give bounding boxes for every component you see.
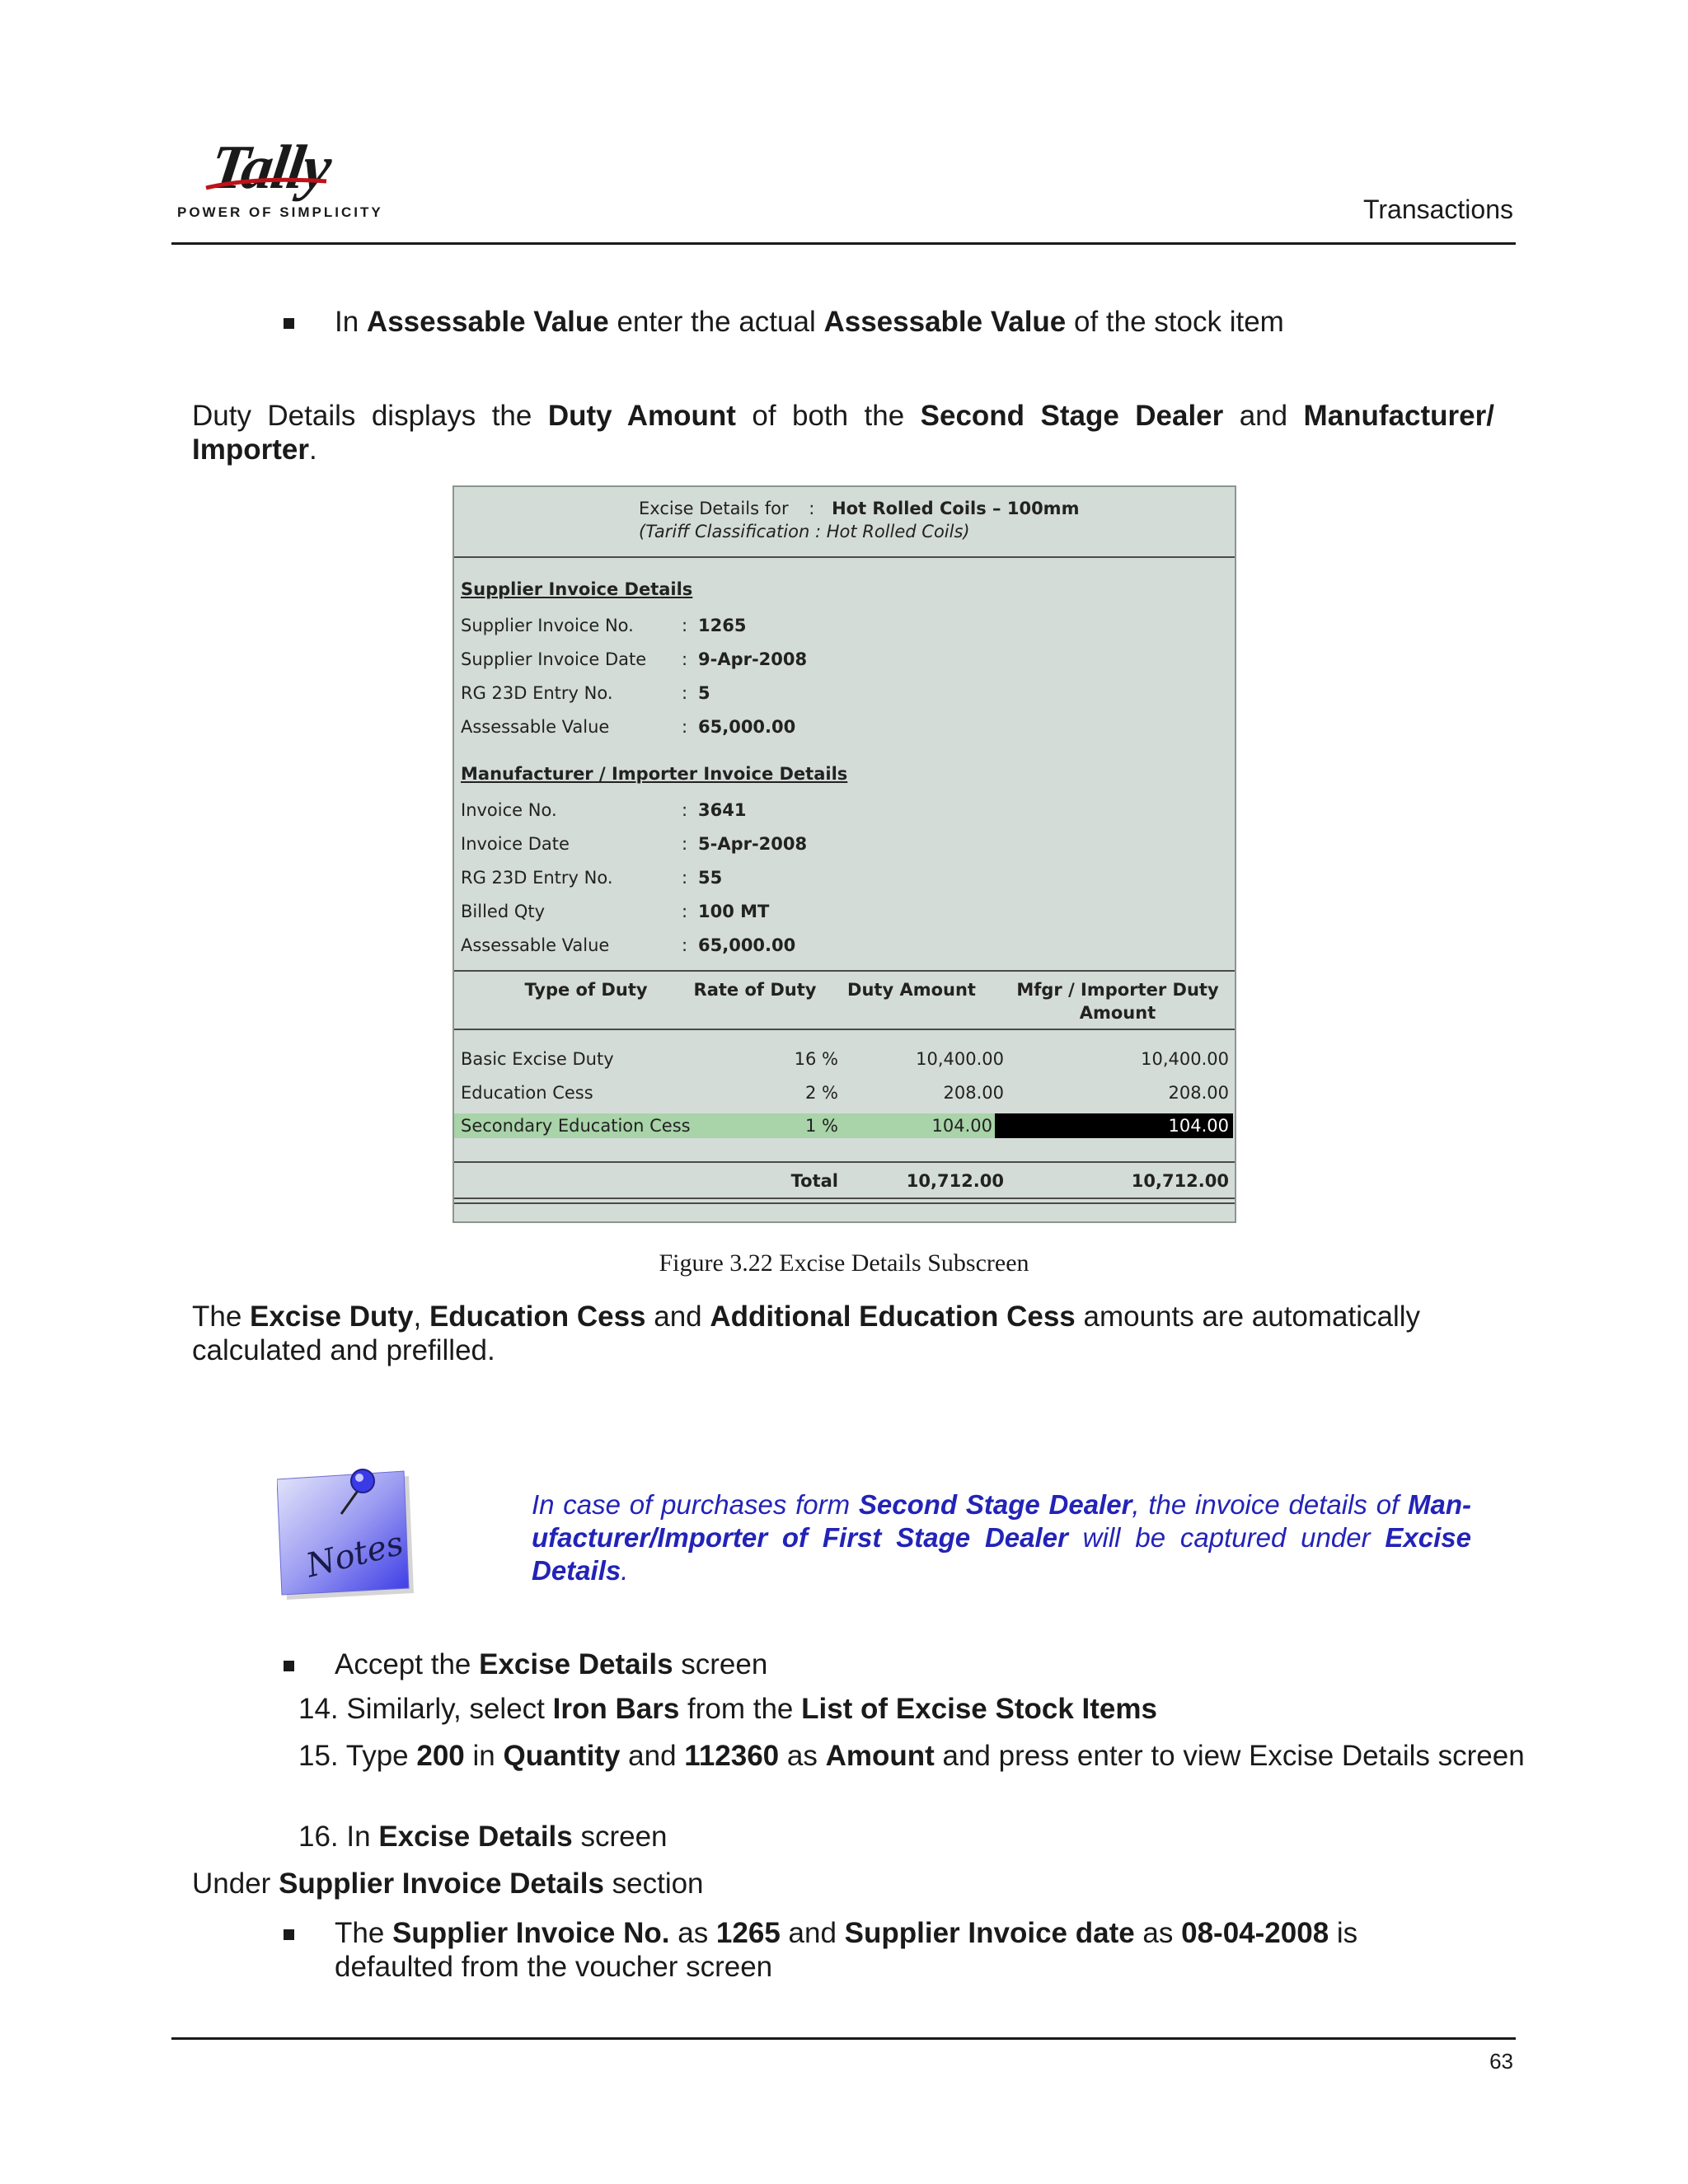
col-duty-amount: Duty Amount: [847, 980, 976, 1000]
field-label: Assessable Value: [461, 717, 610, 737]
total-duty-amount: 10,712.00: [906, 1171, 1004, 1191]
field-label: Assessable Value: [461, 935, 610, 955]
field-value: 65,000.00: [698, 935, 796, 955]
field-value: 1265: [698, 616, 747, 635]
field-value: 55: [698, 868, 723, 888]
field-label: Supplier Invoice No.: [461, 616, 634, 635]
field-label: Invoice No.: [461, 800, 557, 820]
excise-title: Excise Details for : Hot Rolled Coils – 100mm: [639, 499, 1080, 518]
under-supplier-paragraph: Under Supplier Invoice Details section: [192, 1868, 704, 1900]
mfgr-amount-cell: 10,400.00: [1141, 1049, 1229, 1069]
field-colon: :: [682, 935, 688, 955]
field-value: 9-Apr-2008: [698, 649, 808, 669]
tariff-classification: (Tariff Classification : Hot Rolled Coils): [639, 522, 970, 541]
field-label: Supplier Invoice Date: [461, 649, 647, 669]
notes-text: In case of purchases form Second Stage Dealer, the invoice details of Man-ufacturer/Importer of First Stage Dealer will be captured under Excise Details.: [532, 1489, 1471, 1586]
duty-type-cell: Education Cess: [461, 1083, 593, 1103]
supplier-section-heading: Supplier Invoice Details: [461, 579, 693, 599]
field-value: 5-Apr-2008: [698, 834, 808, 854]
tally-logo: Tally: [206, 133, 335, 202]
duty-amount-cell: 208.00: [943, 1083, 1004, 1103]
notes-card-label: Notes: [302, 1524, 407, 1586]
field-colon: :: [682, 902, 688, 921]
field-value: 65,000.00: [698, 717, 796, 737]
duty-type-cell: Basic Excise Duty: [461, 1049, 614, 1069]
table-header-rule: [454, 1029, 1235, 1030]
bullet-assessable-value: In Assessable Value enter the actual Assessable Value of the stock item: [335, 306, 1284, 338]
field-value: 5: [698, 683, 710, 703]
square-bullet-icon: [284, 1929, 294, 1940]
duty-details-paragraph: Duty Details displays the Duty Amount of both the Second Stage Dealer and Manufacturer/ Importer.: [192, 400, 1494, 466]
calc-paragraph: The Excise Duty, Education Cess and Additional Education Cess amounts are automatically calculated and prefilled.: [192, 1301, 1421, 1366]
duty-rate-cell: 16 %: [794, 1049, 838, 1069]
figure-caption: Figure 3.22 Excise Details Subscreen: [659, 1249, 1029, 1277]
total-bottom-rule: [454, 1197, 1235, 1199]
field-value: 3641: [698, 800, 747, 820]
total-top-rule: [454, 1161, 1235, 1163]
field-colon: :: [682, 868, 688, 888]
step-16: 16. In Excise Details screen: [298, 1821, 668, 1853]
col-type-of-duty: Type of Duty: [524, 980, 648, 1000]
step-15: 15. Type 200 in Quantity and 112360 as Amount and press enter to view Excise Details screen: [298, 1740, 1525, 1772]
field-colon: :: [682, 649, 688, 669]
chapter-title: Transactions: [1363, 194, 1513, 224]
duty-amount-cell: 104.00: [931, 1116, 992, 1136]
field-label: Invoice Date: [461, 834, 570, 854]
header-rule: [171, 242, 1516, 245]
logo-tagline: POWER OF SIMPLICITY: [177, 204, 383, 220]
col-mfgr-amount: Amount: [1079, 1003, 1156, 1023]
field-colon: :: [682, 717, 688, 737]
notes-pin-card-icon: [277, 1463, 414, 1600]
step-14: 14. Similarly, select Iron Bars from the List of Excise Stock Items: [298, 1693, 1157, 1725]
table-top-rule: [454, 970, 1235, 972]
field-colon: :: [682, 834, 688, 854]
screen-header: [454, 487, 1235, 558]
page-number: 63: [1489, 2049, 1513, 2074]
col-mfgr-importer-duty: Mfgr / Importer Duty: [1016, 980, 1219, 1000]
total-label: Total: [790, 1171, 838, 1191]
footer-rule: [171, 2037, 1516, 2040]
duty-type-cell: Secondary Education Cess: [461, 1116, 691, 1136]
manufacturer-section-heading: Manufacturer / Importer Invoice Details: [461, 764, 848, 784]
field-label: RG 23D Entry No.: [461, 868, 613, 888]
square-bullet-icon: [284, 1661, 294, 1671]
duty-amount-cell: 10,400.00: [916, 1049, 1004, 1069]
square-bullet-icon: [284, 318, 294, 329]
duty-rate-cell: 2 %: [805, 1083, 838, 1103]
total-bottom-rule-2: [454, 1202, 1235, 1204]
mfgr-amount-cell: 208.00: [1168, 1083, 1229, 1103]
duty-rate-cell: 1 %: [805, 1116, 838, 1136]
field-label: Billed Qty: [461, 902, 546, 921]
bullet-accept-excise: Accept the Excise Details screen: [335, 1648, 768, 1680]
field-colon: :: [682, 800, 688, 820]
logo-swoosh-icon: [204, 175, 328, 191]
field-label: RG 23D Entry No.: [461, 683, 613, 703]
total-mfgr-amount: 10,712.00: [1131, 1171, 1229, 1191]
bullet-supplier-defaulted: The Supplier Invoice No. as 1265 and Supplier Invoice date as 08-04-2008 is defaulted from the voucher screen: [335, 1917, 1358, 1983]
col-rate-of-duty: Rate of Duty: [693, 980, 817, 1000]
excise-details-screen: [452, 485, 1236, 1223]
field-value: 100 MT: [698, 902, 770, 921]
field-colon: :: [682, 616, 688, 635]
field-colon: :: [682, 683, 688, 703]
mfgr-amount-cell[interactable]: 104.00: [1168, 1116, 1229, 1136]
